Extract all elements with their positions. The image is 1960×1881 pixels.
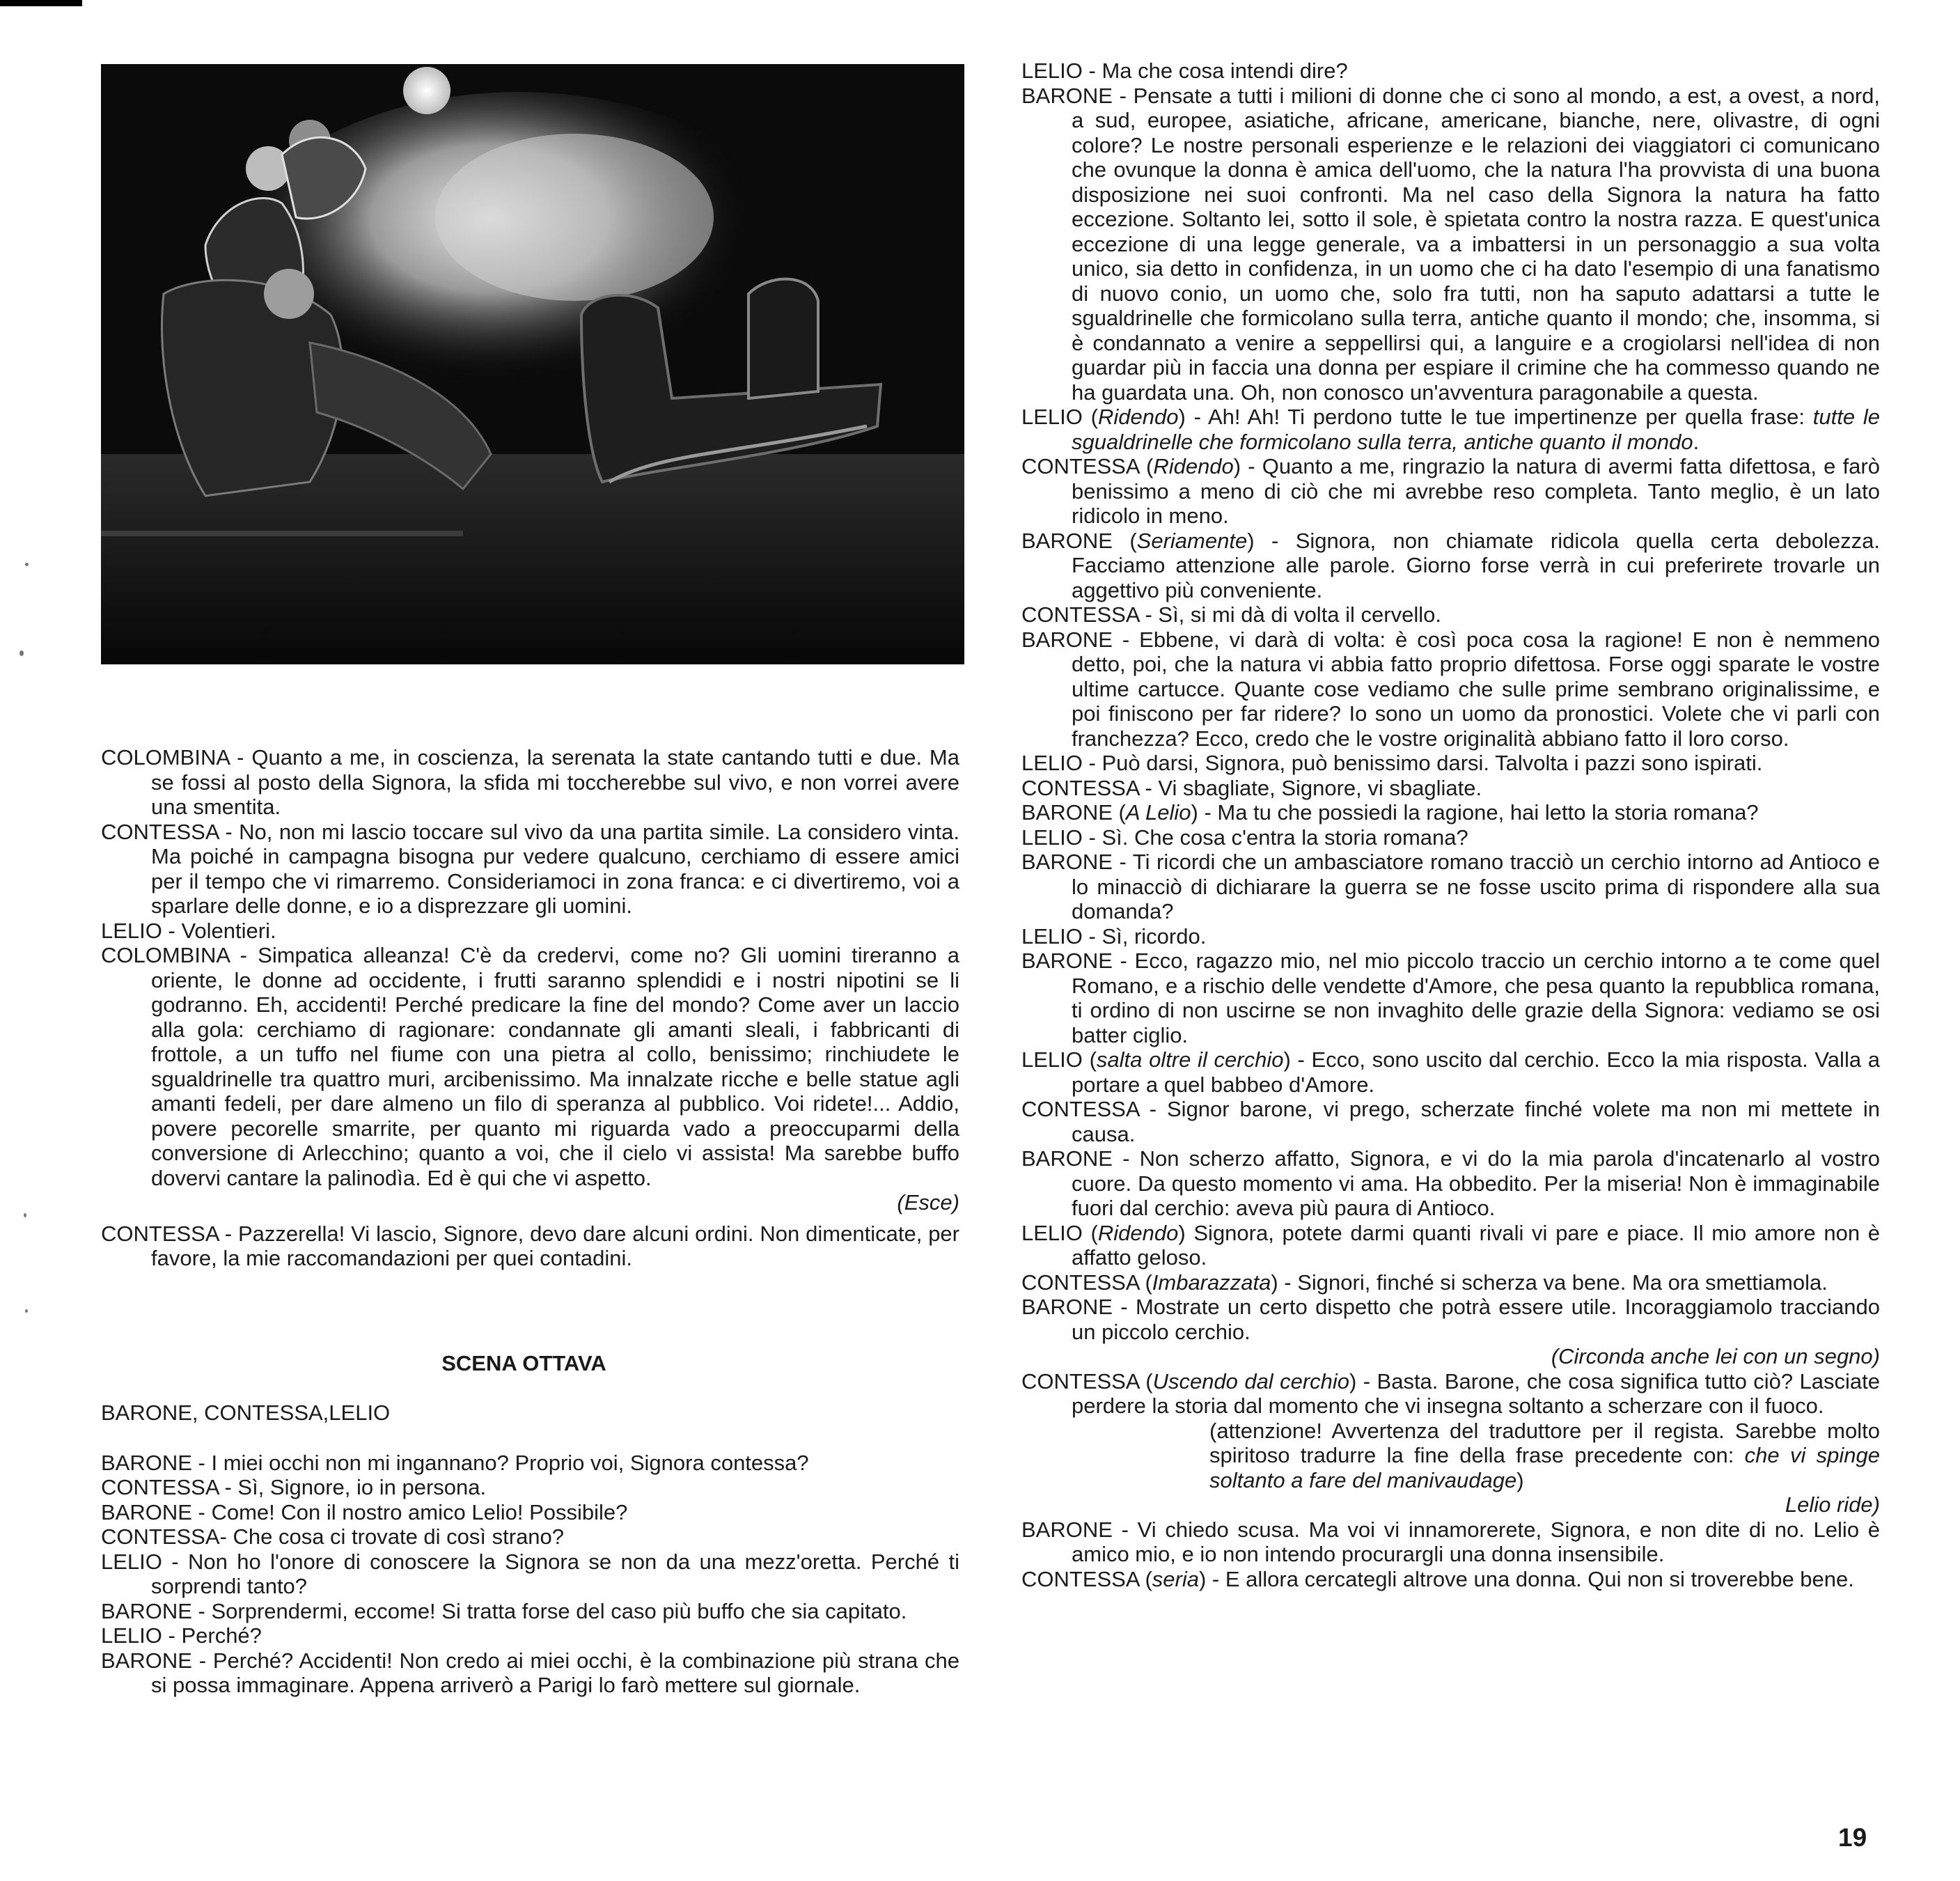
stage-direction: A Lelio <box>1125 800 1191 825</box>
scan-speck <box>25 563 29 566</box>
speaker: CONTESSA <box>1021 1097 1139 1121</box>
speaker: CONTESSA <box>101 1221 219 1246</box>
dialogue-line: CONTESSA (Ridendo) - Quanto a me, ringrazio la natura di avermi fatta difettosa, e farò benissimo a meno di ciò che mi avrebbe reso completa. Tanto meglio, è un lato ridicolo in meno. <box>1021 454 1880 528</box>
speaker: BARONE <box>1021 83 1113 108</box>
dialogue-line: LELIO - Non ho l'onore di conoscere la Signora se non da una mezz'oretta. Perché ti sorprendi tanto? <box>101 1549 959 1598</box>
speaker: LELIO <box>1021 405 1083 429</box>
dialogue-line: BARONE - Non scherzo affatto, Signora, e vi do la mia parola d'incatenarlo al vostro cuore. Da questo momento vi ama. Ha obbedito. Per la miseria! Non è immaginabile fuori dal cerchio: aveva più paura di Antioco. <box>1021 1146 1880 1220</box>
speaker: BARONE <box>1021 1146 1113 1171</box>
speaker: BARONE <box>101 1450 192 1475</box>
speaker: CONTESSA <box>101 819 219 844</box>
dialogue-line: BARONE - I miei occhi non mi ingannano? Proprio voi, Signora contessa? <box>101 1450 809 1475</box>
top-edge-bar <box>0 0 82 6</box>
speaker: CONTESSA <box>1021 775 1139 800</box>
dialogue-line: CONTESSA - Signor barone, vi prego, scherzate finché volete ma non mi mettete in causa. <box>1021 1097 1880 1146</box>
dialogue-line: CONTESSA- Che cosa ci trovate di così strano? <box>101 1524 565 1549</box>
dialogue-line: COLOMBINA - Quanto a me, in coscienza, la serenata la state cantando tutti e due. Ma se fossi al posto della Signora, la sfida mi toccherebbe sul vivo, e non vorrei avere una smentita. <box>101 745 959 819</box>
stage-direction: salta oltre il cerchio <box>1096 1047 1284 1072</box>
stage-direction: (Circonda anche lei con un segno) <box>1551 1344 1880 1368</box>
dialogue-line: BARONE (Seriamente) - Signora, non chiamate ridicola quella certa debolezza. Facciamo attenzione alle parole. Giorno forse verrà in cui preferirete trovarle un aggettivo più conveniente. <box>1021 528 1880 602</box>
dialogue-line: CONTESSA - Sì, Signore, io in persona. <box>101 1475 487 1499</box>
speaker: CONTESSA <box>1021 1368 1139 1394</box>
dialogue-line: BARONE - Perché? Accidenti! Non credo ai miei occhi, è la combinazione più strana che si possa immaginare. Appena arriverò a Parigi lo farò mettere sul giornale. <box>101 1648 959 1697</box>
dialogue-line: COLOMBINA - Simpatica alleanza! C'è da credervi, come no? Gli uomini tireranno a oriente, le donne ad occidente, i frutti saranno splendidi e i nostri nipotini se li godranno. Eh, accidenti! Perché predicare la fine del mondo? Come aver un laccio alla gola: cerchiamo di ragionare: condannate gli amanti sleali, i fabbricanti di frottole, a un tuffo nel fiume con una pietra al collo, benissimo; rinchiudete le sgualdrinelle tra quattro muri, arcibenissimo. Ma innalzate ricche e belle statue agli amanti fedeli, per dare almeno un filo di speranza al pubblico. Voi ridete!... Addio, povere pecorelle smarrite, per quanto mi riguarda vado a preoccuparmi della conversione di Arlecchino; quanto a voi, che il cielo vi assista! Ma sarebbe buffo dovervi cantare la palinodìa. Ed è qui che vi aspetto. <box>101 943 959 1190</box>
scan-speck <box>24 1213 26 1217</box>
dialogue-line: CONTESSA - No, non mi lascio toccare sul vivo da una partita simile. La considero vinta. Ma poiché in campagna bisogna pur vedere qualcuno, cerchiamo di essere amici per il tempo che vi rimarremo. Consideriamoci in zona franca: e ci divertiremo, voi a sparlare delle donne, e io a disprezzare gli uomini. <box>101 819 959 918</box>
stage-direction: Lelio ride) <box>1785 1492 1880 1517</box>
speaker: LELIO <box>1021 751 1083 775</box>
stage-photo <box>101 64 964 664</box>
scan-speck <box>19 650 24 656</box>
dialogue-line: CONTESSA - Pazzerella! Vi lascio, Signore, devo dare alcuni ordini. Non dimenticate, per favore, la mie raccomandazioni per quei contadini. <box>101 1221 959 1270</box>
stage-direction: (Esce) <box>897 1190 959 1215</box>
scene-cast: BARONE, CONTESSA,LELIO <box>101 1400 391 1425</box>
page-number: 19 <box>1838 1823 1867 1852</box>
speaker: LELIO <box>1021 923 1083 949</box>
speaker: LELIO <box>1021 825 1083 850</box>
speaker: BARONE <box>1021 850 1113 874</box>
dialogue-line: BARONE - Sorprendermi, eccome! Si tratta forse del caso più buffo che sia capitato. <box>101 1598 907 1623</box>
speaker: CONTESSA <box>101 1475 219 1499</box>
speaker: CONTESSA <box>1021 454 1139 478</box>
speaker: BARONE <box>1021 1295 1113 1319</box>
dialogue-line: CONTESSA (Imbarazzata) - Signori, finché si scherza va bene. Ma ora smettiamola. <box>1021 1270 1828 1295</box>
speaker: BARONE <box>101 1648 192 1673</box>
speaker: LELIO <box>1021 58 1083 83</box>
stage-direction: Ridendo <box>1097 1220 1179 1245</box>
left-column <box>101 745 959 1698</box>
speaker: BARONE <box>1021 528 1113 553</box>
stage-direction: Imbarazzata <box>1152 1270 1271 1295</box>
dialogue-line: LELIO (Ridendo) - Ah! Ah! Ti perdono tutte le tue impertinenze per quella frase: tutte le sgualdrinelle che formicolano sulla terra, antiche quanto il mondo. <box>1021 405 1881 454</box>
dialogue-line: CONTESSA - Vi sbagliate, Signore, vi sbagliate. <box>1021 775 1482 800</box>
dialogue-line: LELIO - Volentieri. <box>101 918 276 943</box>
speaker: COLOMBINA <box>101 943 230 967</box>
dialogue-line: BARONE - Ecco, ragazzo mio, nel mio piccolo traccio un cerchio intorno a te come quel Romano, e a rischio delle vendette d'Amore, che pesa quanto la repubblica romana, ti ordino di non uscirne se non invaghito delle grazie della Signora: vediamo se osi batter ciglio. <box>1021 949 1880 1047</box>
stage-direction: Ridendo <box>1098 405 1179 429</box>
dialogue-line: CONTESSA - Sì, si mi dà di volta il cervello. <box>1021 602 1441 627</box>
speaker: CONTESSA <box>1021 1566 1139 1591</box>
dialogue-line: BARONE - Ebbene, vi darà di volta: è così poca cosa la ragione! E non è nemmeno detto, poi, che la natura vi abbia fatto proprio difettosa. Forse oggi sparate le vostre ultime cartucce. Quante cose vediamo che sulle prime sembrano originalissime, e poi finiscono per far ridere? Io sono un uomo da pronostici. Volete che vi parli con franchezza? Ecco, credo che le vostre originalità abbiano fatto il loro corso. <box>1021 627 1880 751</box>
speaker: CONTESSA <box>1021 602 1139 627</box>
speaker: BARONE <box>1021 627 1113 652</box>
dialogue-line: BARONE (A Lelio) - Ma tu che possiedi la ragione, hai letto la storia romana? <box>1021 800 1759 825</box>
right-column <box>1021 58 1880 1591</box>
stage-direction: Uscendo dal cerchio <box>1152 1368 1350 1394</box>
dialogue-line: LELIO - Sì, ricordo. <box>1021 923 1207 949</box>
dialogue-line: BARONE - Come! Con il nostro amico Lelio! Possibile? <box>101 1499 628 1524</box>
stage-direction: Ridendo <box>1153 454 1234 478</box>
scan-speck <box>25 1309 28 1313</box>
dialogue-line: LELIO (salta oltre il cerchio) - Ecco, sono uscito dal cerchio. Ecco la mia risposta. Valla a portare a quel babbeo d'Amore. <box>1021 1047 1880 1097</box>
dialogue-line: LELIO - Può darsi, Signora, può benissimo darsi. Talvolta i pazzi sono ispirati. <box>1021 751 1763 775</box>
speaker: BARONE <box>1021 949 1113 973</box>
dialogue-line: LELIO - Ma che cosa intendi dire? <box>1021 58 1348 83</box>
speaker: CONTESSA <box>1021 1270 1139 1295</box>
speaker: LELIO <box>101 918 162 943</box>
speaker: LELIO <box>1021 1047 1083 1072</box>
dialogue-line: BARONE - Pensate a tutti i milioni di donne che ci sono al mondo, a est, a ovest, a nord, a sud, europee, asiatiche, africane, americane, bianche, nere, olivastre, di ogni colore? Le nostre personali esperienze e le relazioni dei viaggiatori ci comunicano che ovunque la donna è amica dell'uomo, che la natura l'ha provvista di una buona disposizione nei suoi confronti. Ma nel caso della Signora la natura ha fatto eccezione. Soltanto lei, sotto il sole, è spietata contro la nostra razza. E quest'unica eccezione di una legge generale, va a imbattersi in un personaggio a sua volta unico, sia detto in confidenza, in un uomo che ci ha dato l'esempio di una fanatismo di nuovo conio, un uomo che, solo fra tutti, non ha saputo adattarsi a tutte le sgualdrinelle che formicolano sulla terra, antiche quanto il mondo; che, insomma, si è condannato a venire a seppellirsi qui, a languire e a crogiolarsi nell'idea di non guardar più in faccia una donna per espiare il crimine che ha commesso quando ne ha guardata una. Oh, non conosco un'avventura paragonabile a questa. <box>1021 83 1880 405</box>
stage-direction: seria <box>1152 1566 1199 1591</box>
dialogue-line: LELIO (Ridendo) Signora, potete darmi quanti rivali vi pare e piace. Il mio amore non è affatto geloso. <box>1021 1220 1881 1270</box>
translator-note: (attenzione! Avvertenza del traduttore per il regista. Sarebbe molto spiritoso tradurre la fine della frase precedente con: che vi spinge soltanto a fare del manivaudage) <box>1209 1418 1881 1492</box>
speaker: LELIO <box>1021 1220 1083 1245</box>
stage-photo-illustration <box>101 64 964 664</box>
speaker: COLOMBINA <box>101 745 230 770</box>
scene-title: SCENA OTTAVA <box>441 1350 606 1375</box>
dialogue-line: CONTESSA (seria) - E allora cercategli altrove una donna. Qui non si troverebbe bene. <box>1021 1566 1854 1591</box>
speaker: CONTESSA <box>101 1524 220 1549</box>
speaker: LELIO <box>101 1549 162 1574</box>
dialogue-line: CONTESSA (Uscendo dal cerchio) - Basta. Barone, che cosa significa tutto ciò? Lasciate perdere la storia dal momento che vi insegna soltanto a scherzare con il fuoco. <box>1021 1368 1880 1418</box>
speaker: BARONE <box>101 1598 192 1623</box>
speaker: BARONE <box>1021 800 1113 825</box>
stage-direction: Seriamente <box>1136 528 1248 553</box>
dialogue-line: LELIO - Perché? <box>101 1623 262 1648</box>
speaker: BARONE <box>1021 1517 1113 1542</box>
dialogue-line: BARONE - Vi chiedo scusa. Ma voi vi innamorerete, Signora, e non dite di no. Lelio è amico mio, e io non intendo procurargli una donna insensibile. <box>1021 1517 1880 1566</box>
speaker: LELIO <box>101 1623 162 1648</box>
speaker: BARONE <box>101 1499 192 1524</box>
dialogue-line: BARONE - Mostrate un certo dispetto che potrà essere utile. Incoraggiamolo tracciando un piccolo cerchio. <box>1021 1295 1880 1344</box>
dialogue-line: BARONE - Ti ricordi che un ambasciatore romano tracciò un cerchio intorno ad Antioco e lo minacciò di dichiarare la guerra se ne fosse uscito prima di rispondere alla sua domanda? <box>1021 850 1880 923</box>
dialogue-line: LELIO - Sì. Che cosa c'entra la storia romana? <box>1021 825 1468 850</box>
